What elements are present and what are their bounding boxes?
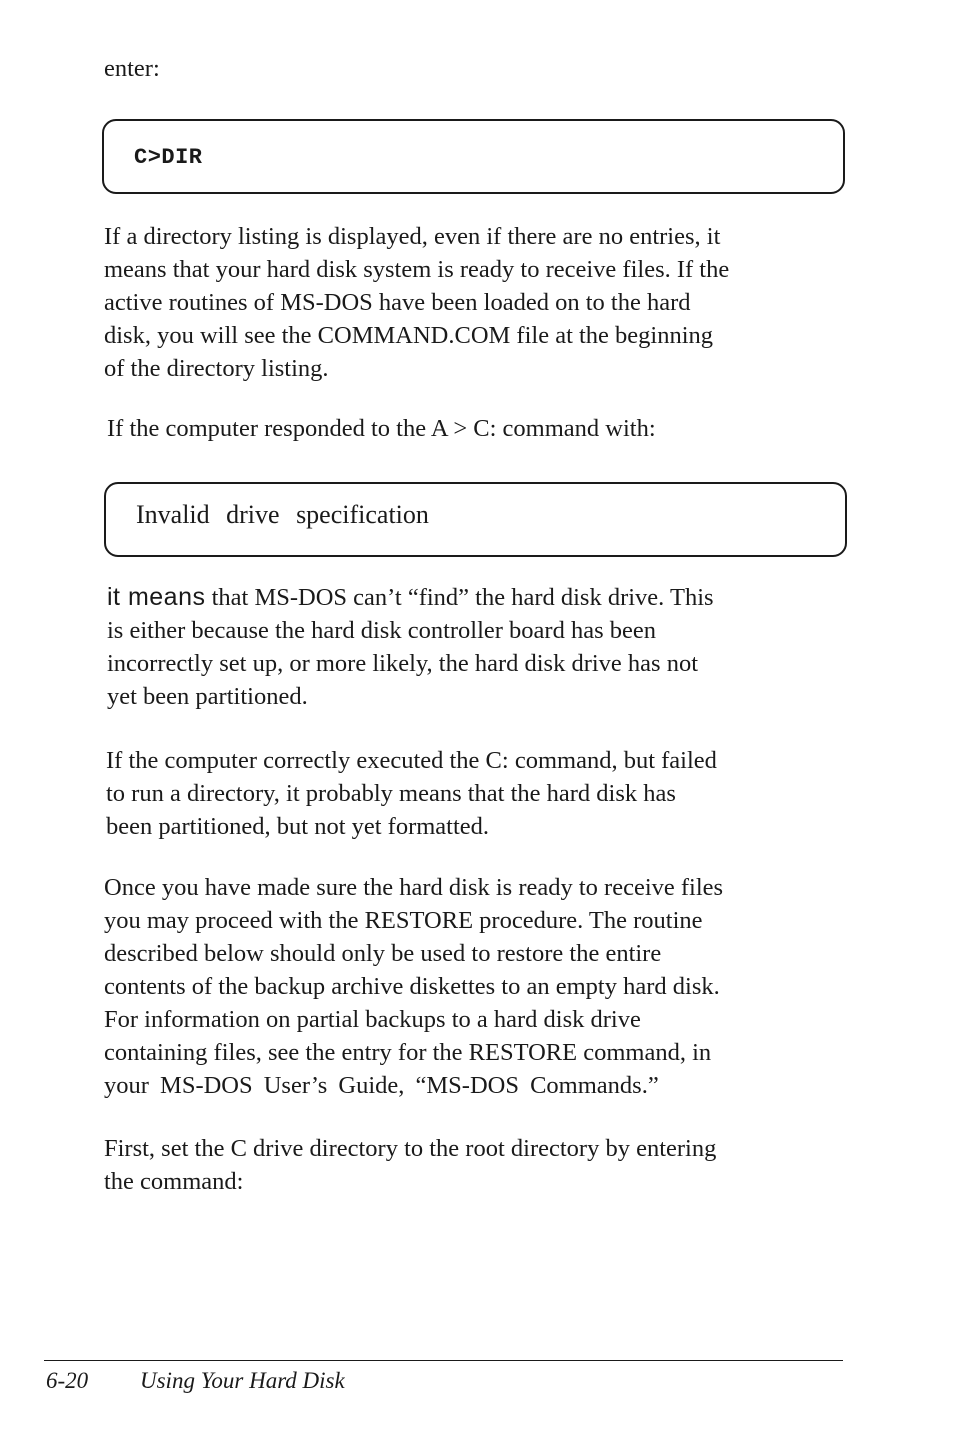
paragraph-line: contents of the backup archive diskettes to an empty hard disk. bbox=[104, 973, 720, 1000]
footer-rule bbox=[44, 1360, 843, 1361]
paragraph-line: For information on partial backups to a hard disk drive bbox=[104, 1006, 641, 1033]
paragraph-restore-procedure bbox=[104, 871, 834, 1102]
lead-rest: that MS-DOS can’t “find” the hard disk drive. This bbox=[205, 584, 714, 611]
paragraph-line: you may proceed with the RESTORE procedure. The routine bbox=[104, 907, 703, 934]
paragraph-line: containing files, see the entry for the RESTORE command, in bbox=[104, 1039, 712, 1066]
paragraph-line: If the computer correctly executed the C: command, but failed bbox=[106, 747, 717, 774]
command-text: C>DIR bbox=[134, 145, 203, 170]
paragraph-command-response: If the computer responded to the A > C: command with: bbox=[107, 415, 656, 442]
paragraph-line: Once you have made sure the hard disk is ready to receive files bbox=[104, 874, 724, 901]
paragraph-line: yet been partitioned. bbox=[107, 683, 308, 710]
paragraph-line: described below should only be used to restore the entire bbox=[104, 940, 662, 967]
section-title: Using Your Hard Disk bbox=[140, 1368, 345, 1393]
paragraph-line: been partitioned, but not yet formatted. bbox=[106, 813, 490, 840]
paragraph-line: First, set the C drive directory to the root directory by entering bbox=[104, 1135, 717, 1162]
paragraph-line: of the directory listing. bbox=[104, 355, 329, 382]
paragraph-line: to run a directory, it probably means that the hard disk has bbox=[106, 780, 676, 807]
paragraph-line: disk, you will see the COMMAND.COM file at the beginning bbox=[104, 322, 714, 349]
paragraph-cannot-find-drive bbox=[107, 581, 819, 713]
paragraph-line: the command: bbox=[104, 1168, 244, 1195]
paragraph-set-root bbox=[104, 1132, 832, 1198]
page-number: 6-20 bbox=[46, 1368, 89, 1393]
paragraph-not-formatted bbox=[106, 744, 832, 843]
paragraph-line: active routines of MS-DOS have been loaded on to the hard bbox=[104, 289, 691, 316]
lead-phrase: it means bbox=[107, 583, 206, 611]
paragraph-line bbox=[107, 581, 819, 614]
paragraph-directory-listing bbox=[104, 220, 836, 385]
error-message-box bbox=[104, 482, 847, 557]
paragraph-line: incorrectly set up, or more likely, the hard disk drive has not bbox=[107, 650, 699, 677]
error-message-text: Invalid drive specification bbox=[136, 500, 429, 529]
intro-text: enter: bbox=[104, 55, 160, 82]
paragraph-line: is either because the hard disk controller board has been bbox=[107, 617, 657, 644]
paragraph-line: If a directory listing is displayed, even if there are no entries, it bbox=[104, 223, 721, 250]
paragraph-line: your MS-DOS User’s Guide, “MS-DOS Commands.” bbox=[104, 1072, 659, 1099]
command-box bbox=[102, 119, 845, 194]
page-footer bbox=[46, 1368, 345, 1394]
paragraph-line: means that your hard disk system is ready to receive files. If the bbox=[104, 256, 730, 283]
